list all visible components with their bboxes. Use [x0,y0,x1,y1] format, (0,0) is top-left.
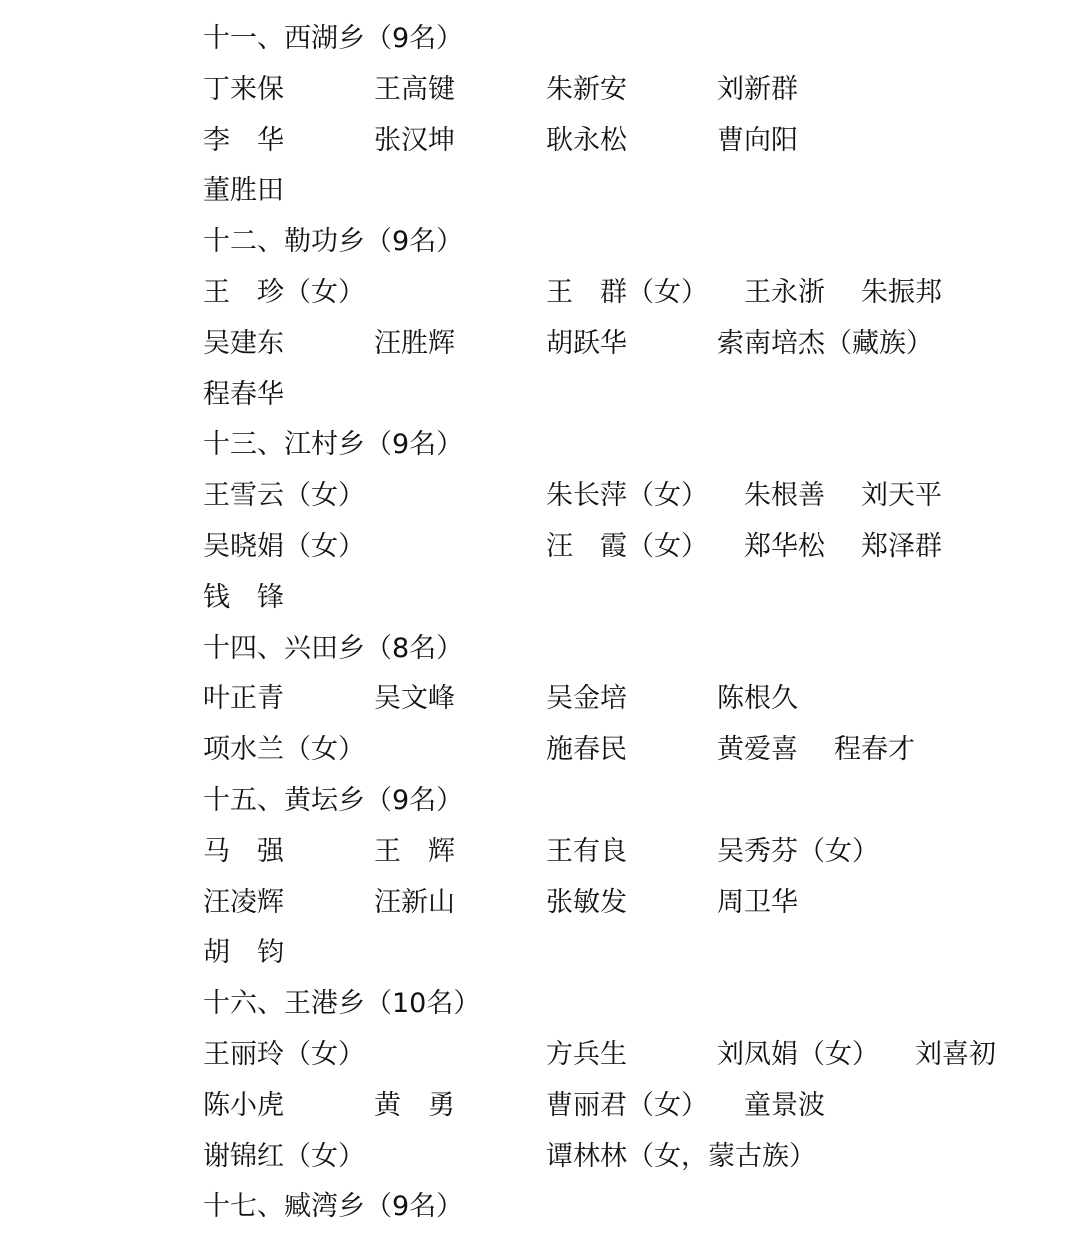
person-name: 陈小虎 [203,1089,284,1121]
person-name: 叶正青 [203,683,284,715]
person-name: 王丽玲（女） [203,1039,365,1070]
person-name: 胡 钧 [203,937,284,969]
person-name: 谢锦红（女） [203,1140,365,1172]
person-name: 刘喜初 [915,1039,996,1070]
person-name: 汪凌辉 [203,886,284,918]
person-name: 王雪云（女） [203,480,365,512]
person-name: 王 群（女） [546,277,708,308]
name-row [0,878,1080,928]
section-heading [0,1182,1080,1232]
person-name: 马 强 [203,835,284,867]
person-name: 汪胜辉 [374,327,455,359]
person-name: 黄 勇 [374,1089,455,1121]
person-name: 吴晓娟（女） [203,531,365,562]
person-name: 周卫华 [717,886,798,918]
person-name: 汪新山 [374,886,455,918]
person-name: 吴文峰 [374,683,455,715]
section-heading [0,14,1080,64]
name-row [0,319,1080,369]
name-row [0,1081,1080,1131]
person-name: 朱长萍（女） [546,480,708,512]
person-name: 刘凤娟（女） [717,1039,879,1070]
person-name: 钱 锋 [203,581,284,613]
person-name: 朱振邦 [861,277,942,308]
person-name: 王 珍（女） [203,277,365,308]
section-heading [0,217,1080,267]
person-name: 李 华 [203,124,284,156]
person-name: 丁来保 [203,73,284,105]
name-row [0,370,1080,420]
person-name: 王 辉 [374,835,455,867]
name-row [0,573,1080,623]
section-title: 十五、黄坛乡（9名） [203,785,464,816]
person-name: 刘新群 [717,73,798,105]
person-name: 胡跃华 [546,327,627,359]
section-heading [0,624,1080,674]
section-title: 十三、江村乡（9名） [203,429,464,461]
person-name: 童景波 [744,1089,825,1121]
person-name: 曹丽君（女） [546,1089,708,1121]
name-row [0,1132,1080,1182]
person-name: 吴金培 [546,683,627,715]
section-title: 十七、臧湾乡（9名） [203,1191,464,1223]
person-name: 王有良 [546,835,627,867]
person-name: 程春才 [834,734,915,766]
person-name: 黄爱喜 [717,734,798,766]
name-row [0,166,1080,216]
person-name: 耿永松 [546,124,627,156]
name-row [0,827,1080,877]
person-name: 曹向阳 [717,124,798,156]
person-name: 方兵生 [546,1039,627,1070]
person-name: 谭林林（女，蒙古族） [546,1140,816,1172]
section-title: 十一、西湖乡（9名） [203,23,464,54]
person-name: 王永浙 [744,277,825,308]
name-row [0,928,1080,978]
person-name: 施春民 [546,734,627,766]
name-row [0,522,1080,572]
name-row [0,116,1080,166]
person-name: 张汉坤 [374,124,455,156]
person-name: 董胜田 [203,175,284,207]
person-name: 程春华 [203,378,284,410]
name-row [0,725,1080,775]
person-name: 吴建东 [203,327,284,359]
name-row [0,674,1080,724]
person-name: 陈根久 [717,683,798,715]
person-name: 刘天平 [861,480,942,512]
person-name: 索南培杰（藏族） [717,327,933,359]
section-title: 十二、勒功乡（9名） [203,226,464,258]
section-title: 十六、王港乡（10名） [203,988,481,1020]
person-name: 郑华松 [744,531,825,562]
name-row [0,65,1080,115]
person-name: 汪 霞（女） [546,531,708,562]
name-row [0,471,1080,521]
name-row [0,268,1080,318]
person-name: 吴秀芬（女） [717,835,879,867]
section-title: 十四、兴田乡（8名） [203,632,464,664]
section-heading [0,420,1080,470]
person-name: 郑泽群 [861,531,942,562]
person-name: 王高键 [374,73,455,105]
person-name: 项水兰（女） [203,734,365,766]
person-name: 朱新安 [546,73,627,105]
person-name: 朱根善 [744,480,825,512]
section-heading [0,776,1080,826]
name-row [0,1030,1080,1080]
person-name: 张敏发 [546,886,627,918]
section-heading [0,979,1080,1029]
